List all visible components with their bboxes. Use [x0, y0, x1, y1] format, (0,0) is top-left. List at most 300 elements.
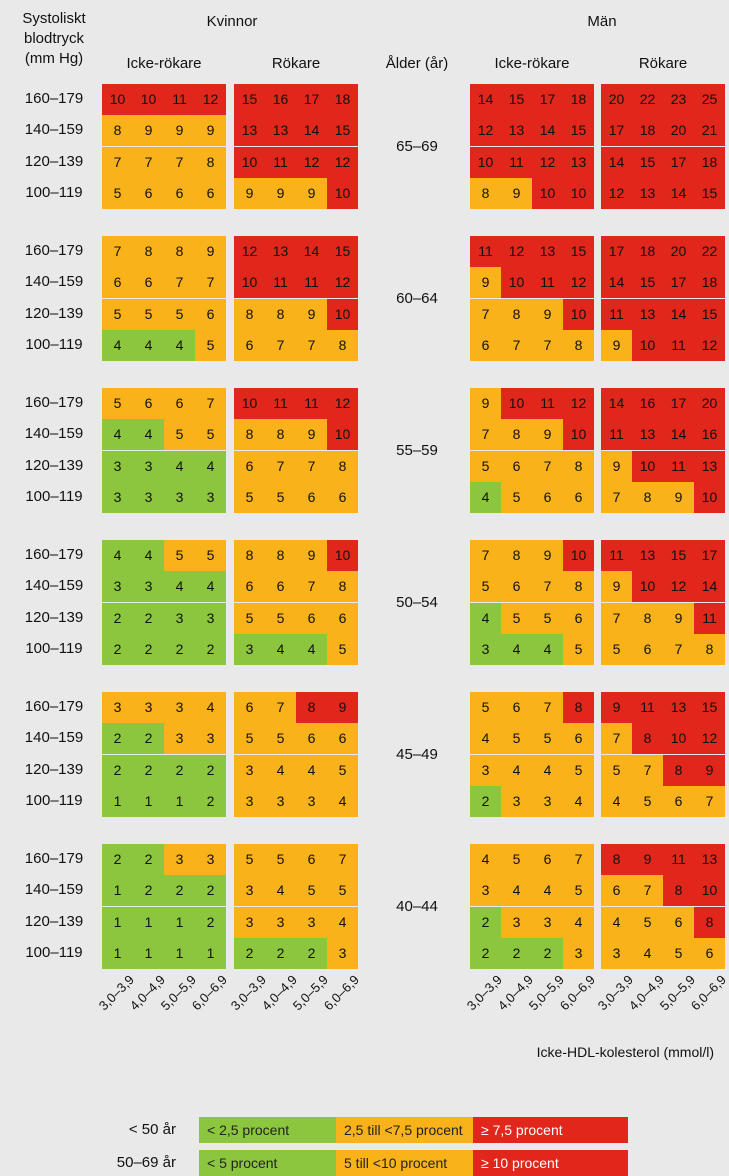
risk-cell: 7	[195, 388, 226, 419]
risk-cell: 4	[470, 723, 501, 754]
risk-cell: 4	[296, 755, 327, 786]
sbp-row-label: 140–159	[24, 121, 84, 139]
risk-cell: 3	[164, 692, 195, 723]
sbp-row-label: 120–139	[24, 608, 84, 626]
age-group-label: 60–64	[396, 289, 438, 307]
risk-cell: 3	[234, 875, 265, 906]
risk-cell: 7	[563, 844, 594, 875]
risk-cell: 4	[501, 755, 532, 786]
risk-cell: 5	[501, 482, 532, 513]
risk-cell: 5	[234, 723, 265, 754]
risk-cell: 2	[296, 938, 327, 969]
risk-cell: 5	[327, 755, 358, 786]
women-nonsmoker-header: Icke-rökare	[126, 55, 202, 72]
risk-cell: 3	[133, 692, 164, 723]
risk-cell: 22	[632, 84, 663, 115]
risk-cell: 4	[601, 907, 632, 938]
risk-cell: 2	[133, 723, 164, 754]
risk-cell: 5	[470, 451, 501, 482]
risk-cell: 12	[327, 388, 358, 419]
risk-cell: 4	[470, 603, 501, 634]
legend-yellow-under50: 2,5 till <7,5 procent	[336, 1117, 473, 1143]
risk-cell: 13	[501, 115, 532, 146]
risk-cell: 1	[133, 786, 164, 817]
risk-cell: 20	[694, 388, 725, 419]
risk-cell: 8	[632, 482, 663, 513]
risk-cell: 7	[501, 330, 532, 361]
risk-cell: 8	[265, 299, 296, 330]
risk-cell: 3	[296, 907, 327, 938]
risk-cell: 8	[663, 875, 694, 906]
risk-cell: 11	[265, 388, 296, 419]
risk-cell: 10	[563, 540, 594, 571]
risk-cell: 3	[470, 755, 501, 786]
risk-cell: 3	[234, 634, 265, 665]
risk-cell: 14	[532, 115, 563, 146]
age-group-label: 50–54	[396, 593, 438, 611]
risk-cell: 6	[501, 692, 532, 723]
risk-cell: 4	[563, 907, 594, 938]
risk-cell: 20	[663, 236, 694, 267]
risk-cell: 6	[133, 388, 164, 419]
risk-cell: 9	[663, 482, 694, 513]
risk-cell: 2	[102, 844, 133, 875]
risk-cell: 11	[532, 388, 563, 419]
risk-cell: 11	[296, 388, 327, 419]
age-group-label: 40–44	[396, 897, 438, 915]
risk-cell: 2	[133, 844, 164, 875]
risk-cell: 4	[470, 844, 501, 875]
risk-cell: 5	[164, 419, 195, 450]
risk-cell: 10	[470, 147, 501, 178]
risk-cell: 7	[265, 692, 296, 723]
cholesterol-tick-label: 6,0–6,9	[188, 972, 230, 1014]
risk-cell: 6	[296, 723, 327, 754]
risk-cell: 9	[601, 571, 632, 602]
risk-cell: 2	[195, 907, 226, 938]
risk-cell: 5	[164, 299, 195, 330]
risk-cell: 9	[265, 178, 296, 209]
risk-cell: 14	[663, 178, 694, 209]
sbp-row-label: 100–119	[25, 335, 83, 353]
risk-cell: 20	[601, 84, 632, 115]
risk-cell: 7	[632, 755, 663, 786]
risk-cell: 3	[532, 907, 563, 938]
risk-cell: 15	[694, 692, 725, 723]
risk-cell: 2	[195, 755, 226, 786]
risk-cell: 17	[663, 267, 694, 298]
risk-cell: 5	[265, 482, 296, 513]
risk-cell: 15	[234, 84, 265, 115]
sbp-row-label: 120–139	[24, 152, 84, 170]
risk-cell: 21	[694, 115, 725, 146]
risk-cell: 5	[563, 634, 594, 665]
risk-cell: 8	[234, 299, 265, 330]
sbp-row-label: 160–179	[24, 242, 84, 259]
risk-cell: 3	[164, 603, 195, 634]
risk-cell: 5	[234, 844, 265, 875]
risk-cell: 8	[470, 178, 501, 209]
risk-cell: 5	[470, 571, 501, 602]
risk-cell: 15	[327, 236, 358, 267]
risk-cell: 7	[532, 451, 563, 482]
sbp-row-label: 160–179	[24, 698, 84, 715]
risk-cell: 3	[133, 451, 164, 482]
risk-cell: 15	[694, 178, 725, 209]
risk-cell: 10	[632, 451, 663, 482]
risk-cell: 3	[195, 482, 226, 513]
risk-cell: 22	[694, 236, 725, 267]
men-smoker-header: Rökare	[638, 55, 688, 72]
risk-cell: 6	[164, 388, 195, 419]
risk-cell: 2	[133, 875, 164, 906]
risk-cell: 4	[195, 692, 226, 723]
risk-cell: 7	[632, 875, 663, 906]
risk-cell: 9	[470, 388, 501, 419]
risk-cell: 3	[265, 907, 296, 938]
risk-cell: 5	[195, 330, 226, 361]
risk-cell: 10	[327, 419, 358, 450]
risk-cell: 10	[133, 84, 164, 115]
risk-cell: 5	[501, 844, 532, 875]
risk-cell: 12	[694, 330, 725, 361]
cholesterol-tick-label: 3,0–3,9	[463, 972, 505, 1014]
risk-cell: 14	[694, 571, 725, 602]
sbp-row-label: 160–179	[24, 546, 84, 563]
risk-cell: 6	[632, 634, 663, 665]
risk-cell: 6	[663, 907, 694, 938]
risk-cell: 14	[601, 388, 632, 419]
risk-cell: 10	[694, 875, 725, 906]
risk-cell: 10	[694, 482, 725, 513]
risk-cell: 8	[327, 451, 358, 482]
risk-cell: 11	[663, 844, 694, 875]
risk-cell: 2	[102, 634, 133, 665]
men-header: Män	[587, 13, 617, 30]
risk-cell: 2	[133, 603, 164, 634]
risk-cell: 4	[133, 330, 164, 361]
sbp-row-label: 120–139	[24, 304, 84, 322]
risk-cell: 6	[327, 723, 358, 754]
risk-cell: 14	[663, 419, 694, 450]
risk-cell: 5	[632, 786, 663, 817]
risk-cell: 2	[133, 755, 164, 786]
risk-cell: 12	[694, 723, 725, 754]
sbp-row-label: 120–139	[24, 912, 84, 930]
risk-cell: 5	[532, 603, 563, 634]
risk-cell: 11	[601, 419, 632, 450]
risk-cell: 2	[195, 786, 226, 817]
risk-cell: 16	[694, 419, 725, 450]
risk-cell: 13	[563, 147, 594, 178]
risk-cell: 13	[632, 178, 663, 209]
risk-cell: 8	[234, 540, 265, 571]
risk-cell: 6	[102, 267, 133, 298]
risk-cell: 3	[265, 786, 296, 817]
cholesterol-tick-label: 6,0–6,9	[556, 972, 598, 1014]
risk-cell: 13	[234, 115, 265, 146]
risk-cell: 8	[234, 419, 265, 450]
risk-cell: 3	[601, 938, 632, 969]
risk-cell: 4	[133, 419, 164, 450]
risk-cell: 3	[102, 692, 133, 723]
risk-cell: 2	[532, 938, 563, 969]
risk-cell: 12	[296, 147, 327, 178]
risk-cell: 4	[296, 634, 327, 665]
risk-cell: 2	[470, 907, 501, 938]
risk-cell: 1	[164, 938, 195, 969]
risk-cell: 5	[501, 723, 532, 754]
risk-cell: 9	[195, 236, 226, 267]
risk-cell: 5	[265, 844, 296, 875]
risk-cell: 4	[327, 907, 358, 938]
risk-cell: 12	[327, 267, 358, 298]
sbp-row-label: 100–119	[25, 487, 83, 505]
risk-cell: 5	[234, 603, 265, 634]
risk-cell: 18	[694, 267, 725, 298]
risk-cell: 17	[694, 540, 725, 571]
risk-cell: 5	[601, 634, 632, 665]
risk-cell: 3	[470, 875, 501, 906]
risk-cell: 4	[164, 571, 195, 602]
risk-cell: 8	[195, 147, 226, 178]
risk-cell: 5	[663, 938, 694, 969]
risk-cell: 11	[663, 451, 694, 482]
risk-cell: 11	[601, 540, 632, 571]
risk-cell: 7	[470, 299, 501, 330]
risk-cell: 9	[470, 267, 501, 298]
risk-cell: 7	[164, 267, 195, 298]
age-group-label: 65–69	[396, 137, 438, 155]
risk-cell: 5	[296, 875, 327, 906]
risk-cell: 18	[632, 115, 663, 146]
risk-cell: 15	[663, 540, 694, 571]
cholesterol-tick-label: 6,0–6,9	[320, 972, 362, 1014]
risk-cell: 9	[632, 844, 663, 875]
sbp-row-label: 140–159	[24, 729, 84, 747]
risk-cell: 4	[265, 755, 296, 786]
risk-cell: 5	[164, 540, 195, 571]
risk-cell: 11	[532, 267, 563, 298]
risk-cell: 9	[663, 603, 694, 634]
risk-cell: 9	[296, 419, 327, 450]
risk-cell: 7	[694, 786, 725, 817]
risk-cell: 11	[265, 147, 296, 178]
risk-cell: 3	[133, 571, 164, 602]
risk-cell: 18	[632, 236, 663, 267]
risk-cell: 12	[563, 388, 594, 419]
cholesterol-tick-label: 4,0–4,9	[494, 972, 536, 1014]
risk-cell: 6	[501, 571, 532, 602]
risk-cell: 10	[327, 178, 358, 209]
risk-cell: 10	[501, 267, 532, 298]
cholesterol-tick-label: 5,0–5,9	[289, 972, 331, 1014]
risk-cell: 2	[470, 938, 501, 969]
risk-cell: 6	[601, 875, 632, 906]
risk-cell: 8	[663, 755, 694, 786]
risk-cell: 5	[133, 299, 164, 330]
risk-cell: 7	[532, 692, 563, 723]
risk-cell: 4	[501, 634, 532, 665]
risk-cell: 5	[532, 723, 563, 754]
risk-cell: 6	[296, 482, 327, 513]
risk-cell: 13	[265, 236, 296, 267]
risk-cell: 3	[501, 786, 532, 817]
risk-cell: 2	[164, 755, 195, 786]
risk-cell: 4	[133, 540, 164, 571]
risk-cell: 4	[195, 451, 226, 482]
risk-cell: 9	[501, 178, 532, 209]
risk-cell: 13	[265, 115, 296, 146]
cholesterol-tick-label: 3,0–3,9	[594, 972, 636, 1014]
risk-cell: 4	[532, 875, 563, 906]
cholesterol-tick-label: 6,0–6,9	[687, 972, 729, 1014]
sbp-row-label: 160–179	[24, 394, 84, 411]
risk-cell: 3	[234, 907, 265, 938]
risk-cell: 13	[632, 299, 663, 330]
sbp-title-line: (mm Hg)	[24, 50, 84, 67]
risk-cell: 2	[164, 634, 195, 665]
risk-cell: 18	[327, 84, 358, 115]
risk-cell: 8	[563, 330, 594, 361]
risk-cell: 7	[601, 482, 632, 513]
risk-cell: 12	[663, 571, 694, 602]
risk-cell: 8	[102, 115, 133, 146]
risk-cell: 7	[601, 603, 632, 634]
risk-cell: 7	[265, 330, 296, 361]
risk-cell: 16	[632, 388, 663, 419]
risk-cell: 11	[694, 603, 725, 634]
risk-cell: 6	[532, 844, 563, 875]
women-smoker-header: Rökare	[271, 55, 321, 72]
risk-cell: 9	[532, 540, 563, 571]
risk-cell: 12	[470, 115, 501, 146]
sbp-row-label: 140–159	[24, 273, 84, 291]
risk-cell: 7	[470, 540, 501, 571]
risk-cell: 1	[133, 907, 164, 938]
risk-cell: 13	[632, 540, 663, 571]
risk-cell: 6	[694, 938, 725, 969]
risk-cell: 5	[632, 907, 663, 938]
risk-cell: 1	[164, 786, 195, 817]
men-nonsmoker-header: Icke-rökare	[494, 55, 570, 72]
risk-cell: 3	[501, 907, 532, 938]
risk-cell: 20	[663, 115, 694, 146]
sbp-row-label: 140–159	[24, 577, 84, 595]
risk-cell: 9	[601, 451, 632, 482]
cholesterol-tick-label: 5,0–5,9	[656, 972, 698, 1014]
risk-cell: 7	[470, 419, 501, 450]
cholesterol-tick-label: 4,0–4,9	[126, 972, 168, 1014]
risk-cell: 5	[327, 634, 358, 665]
risk-cell: 7	[265, 451, 296, 482]
risk-cell: 13	[694, 844, 725, 875]
risk-cell: 4	[601, 786, 632, 817]
risk-cell: 11	[296, 267, 327, 298]
risk-cell: 15	[632, 147, 663, 178]
risk-cell: 6	[195, 178, 226, 209]
risk-cell: 11	[265, 267, 296, 298]
risk-cell: 6	[327, 603, 358, 634]
risk-cell: 17	[296, 84, 327, 115]
risk-cell: 9	[532, 419, 563, 450]
legend-label-50-69: 50–69 år	[116, 1154, 176, 1171]
risk-cell: 5	[501, 603, 532, 634]
risk-cell: 3	[195, 844, 226, 875]
risk-cell: 1	[102, 786, 133, 817]
risk-cell: 12	[501, 236, 532, 267]
risk-cell: 8	[601, 844, 632, 875]
risk-cell: 11	[663, 330, 694, 361]
risk-cell: 7	[663, 634, 694, 665]
risk-cell: 6	[470, 330, 501, 361]
risk-cell: 14	[663, 299, 694, 330]
risk-cell: 3	[164, 844, 195, 875]
risk-cell: 4	[164, 330, 195, 361]
risk-cell: 4	[532, 755, 563, 786]
risk-cell: 3	[102, 451, 133, 482]
risk-cell: 4	[632, 938, 663, 969]
risk-cell: 3	[102, 482, 133, 513]
risk-cell: 5	[195, 419, 226, 450]
risk-cell: 8	[501, 540, 532, 571]
risk-cell: 11	[632, 692, 663, 723]
age-group-label: 45–49	[396, 745, 438, 763]
risk-cell: 8	[501, 299, 532, 330]
risk-cell: 4	[164, 451, 195, 482]
legend-label-under50: < 50 år	[128, 1121, 176, 1138]
risk-cell: 8	[632, 723, 663, 754]
risk-cell: 6	[234, 692, 265, 723]
cholesterol-tick-label: 4,0–4,9	[258, 972, 300, 1014]
sbp-row-label: 100–119	[25, 183, 83, 201]
risk-cell: 3	[195, 603, 226, 634]
risk-cell: 8	[265, 419, 296, 450]
risk-cell: 8	[501, 419, 532, 450]
risk-cell: 7	[164, 147, 195, 178]
risk-cell: 6	[133, 267, 164, 298]
risk-cell: 15	[501, 84, 532, 115]
risk-cell: 10	[532, 178, 563, 209]
risk-cell: 6	[234, 571, 265, 602]
risk-cell: 14	[296, 115, 327, 146]
risk-cell: 11	[601, 299, 632, 330]
risk-cell: 17	[663, 147, 694, 178]
risk-cell: 14	[470, 84, 501, 115]
risk-cell: 17	[601, 236, 632, 267]
risk-cell: 9	[296, 540, 327, 571]
sbp-title-line: Systoliskt	[22, 10, 86, 27]
risk-cell: 14	[601, 267, 632, 298]
risk-cell: 2	[102, 723, 133, 754]
risk-cell: 7	[532, 571, 563, 602]
risk-cell: 7	[195, 267, 226, 298]
risk-cell: 8	[265, 540, 296, 571]
sbp-row-label: 160–179	[24, 90, 84, 107]
risk-cell: 13	[532, 236, 563, 267]
risk-cell: 5	[195, 540, 226, 571]
risk-cell: 4	[102, 330, 133, 361]
cholesterol-tick-label: 4,0–4,9	[625, 972, 667, 1014]
risk-cell: 3	[234, 755, 265, 786]
sbp-row-label: 100–119	[25, 791, 83, 809]
risk-cell: 1	[195, 938, 226, 969]
sbp-axis-title	[8, 9, 100, 69]
risk-cell: 7	[327, 844, 358, 875]
risk-cell: 2	[470, 786, 501, 817]
risk-cell: 12	[563, 267, 594, 298]
risk-cell: 2	[195, 634, 226, 665]
